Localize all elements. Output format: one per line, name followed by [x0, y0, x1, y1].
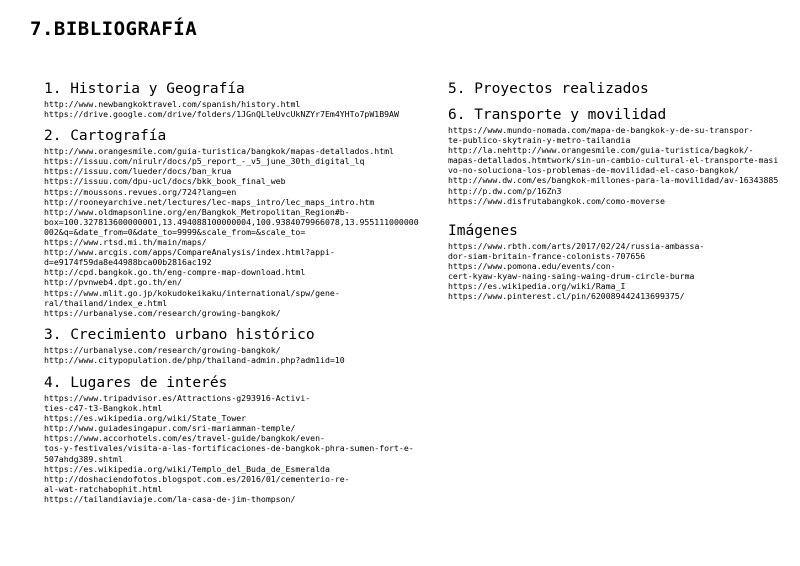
link-text: http://www.citypopulation.de/php/thailand-admin.php?adm1id=10: [44, 354, 345, 365]
bibliography-link[interactable]: [448, 175, 788, 185]
link-text: https://www.disfrutabangkok.com/como-moverse: [448, 195, 665, 206]
bibliography-link[interactable]: [44, 423, 434, 433]
bibliography-link[interactable]: [44, 109, 434, 119]
section-heading: Imágenes: [448, 222, 518, 239]
bibliography-link[interactable]: [44, 146, 434, 156]
bibliography-link[interactable]: [44, 288, 434, 308]
bibliography-link[interactable]: [44, 433, 434, 463]
bibliography-link[interactable]: [44, 494, 434, 504]
link-text: http://www.orangesmile.com/guia-turistica/bangkok/mapas-detallados.html: [44, 146, 394, 157]
section-heading: 3. Crecimiento urbano histórico: [44, 326, 315, 343]
section-heading: 2. Cartografía: [44, 128, 167, 145]
bibliography-link[interactable]: [44, 166, 434, 176]
section-lugares: [44, 374, 434, 504]
link-list: [44, 345, 434, 365]
link-text: https://www.mlit.go.jp/kokudokeikaku/international/spw/gene-: [44, 287, 340, 298]
bibliography-link[interactable]: [448, 261, 788, 281]
link-text: https://urbanalyse.com/research/growing-bangkok/: [44, 307, 281, 318]
link-text: mapas-detallados.htmtwork/sin-un-cambio-cultural-el-transporte-masi: [448, 155, 779, 166]
link-text: http://www.arcgis.com/apps/CompareAnalysis/index.html?appi-: [44, 247, 335, 258]
link-text: https://www.tripadvisor.es/Attractions-g293916-Activi-: [44, 392, 311, 403]
section-imagenes: [448, 222, 788, 302]
bibliography-link[interactable]: [44, 237, 434, 247]
link-text: http://www.guiadesingapur.com/sri-mariamman-temple/: [44, 423, 296, 434]
bibliography-link[interactable]: [448, 241, 788, 261]
link-text: al-wat-ratchabophit.html: [44, 483, 163, 494]
bibliography-link[interactable]: [44, 176, 434, 186]
link-text: https://issuu.com/nirulr/docs/p5_report_-_v5_june_30th_digital_lq: [44, 156, 365, 167]
bibliography-link[interactable]: [448, 291, 788, 301]
bibliography-link[interactable]: [44, 345, 434, 355]
bibliography-link[interactable]: [44, 99, 434, 109]
link-text: dor-siam-britain-france-colonists-707656: [448, 250, 646, 261]
bibliography-link[interactable]: [44, 393, 434, 413]
link-text: http://www.oldmapsonline.org/en/Bangkok_Metropolitan_Region#b-: [44, 206, 350, 217]
link-text: https://www.pinterest.cl/pin/620089442413699375/: [448, 291, 685, 302]
link-text: https://moussons.revues.org/724?lang=en: [44, 186, 237, 197]
link-list: [44, 99, 434, 119]
link-text: http://p.dw.com/p/16Zn3: [448, 185, 562, 196]
link-list: [448, 241, 788, 302]
link-text: d=e9174f59da8e44988bca00b2816ac192: [44, 257, 212, 268]
link-text: https://www.accorhotels.com/es/travel-guide/bangkok/even-: [44, 433, 325, 444]
bibliography-link[interactable]: [44, 277, 434, 287]
link-text: http://www.newbangkoktravel.com/spanish/history.html: [44, 99, 301, 109]
bibliography-link[interactable]: [44, 308, 434, 318]
link-text: https://issuu.com/lueder/docs/ban_krua: [44, 166, 232, 177]
section-heading: 5. Proyectos realizados: [448, 81, 649, 97]
link-text: ral/thailand/index_e.html: [44, 297, 168, 308]
link-text: https://www.rtsd.mi.th/main/maps/: [44, 237, 207, 248]
link-text: https://issuu.com/dpu-ucl/docs/bkk_book_final_web: [44, 176, 286, 187]
link-text: 002&q=&date_from=0&date_to=9999&scale_from=&scale_to=: [44, 226, 306, 237]
link-list: [44, 146, 434, 318]
bibliography-link[interactable]: [44, 474, 434, 494]
section-crecimiento: [44, 326, 434, 365]
link-text: vo-no-soluciona-los-problemas-de-movilidad-el-caso-bangkok/: [448, 165, 739, 176]
link-text: ties-c47-t3-Bangkok.html: [44, 403, 163, 414]
section-heading: 6. Transporte y movilidad: [448, 107, 667, 123]
link-text: https://es.wikipedia.org/wiki/Rama_I: [448, 281, 626, 292]
bibliography-link[interactable]: [448, 186, 788, 196]
bibliography-link[interactable]: [448, 196, 788, 206]
section-proyectos: [448, 80, 788, 98]
section-heading: 4. Lugares de interés: [44, 374, 228, 391]
bibliography-link[interactable]: [448, 281, 788, 291]
section-cartografia: [44, 127, 434, 318]
link-text: tos-y-festivales/visita-a-las-fortificaciones-de-bangkok-phra-sumen-fort-e-: [44, 443, 414, 454]
link-text: https://es.wikipedia.org/wiki/State_Tower: [44, 413, 247, 424]
section-transporte: [448, 106, 788, 206]
link-text: https://www.pomona.edu/events/con-: [448, 260, 616, 271]
bibliography-link[interactable]: [44, 464, 434, 474]
link-text: http://cpd.bangkok.go.th/eng-compre-map-download.html: [44, 267, 306, 278]
bibliography-link[interactable]: [44, 267, 434, 277]
link-text: https://es.wikipedia.org/wiki/Templo_del_Buda_de_Esmeralda: [44, 463, 330, 474]
bibliography-link[interactable]: [448, 145, 788, 175]
left-column: [44, 80, 434, 504]
page-title: 7.BIBLIOGRAFÍA: [30, 18, 198, 40]
link-text: http://doshaciendofotos.blogspot.com.es/2016/01/cementerio-re-: [44, 473, 350, 484]
bibliography-link[interactable]: [44, 156, 434, 166]
bibliography-link[interactable]: [44, 247, 434, 267]
link-text: http://pvnweb4.dpt.go.th/en/: [44, 277, 183, 288]
link-text: https://tailandiaviaje.com/la-casa-de-jim-thompson/: [44, 493, 296, 504]
link-text: 507ahdg389.shtml: [44, 453, 123, 464]
link-list: [44, 393, 434, 504]
link-text: http://la.nehttp://www.orangesmile.com/guia-turistica/bagkok/-: [448, 145, 754, 156]
bibliography-link[interactable]: [448, 125, 788, 145]
section-historia: [44, 80, 434, 119]
bibliography-link[interactable]: [44, 187, 434, 197]
link-text: https://www.mundo-nomada.com/mapa-de-bangkok-y-de-su-transpor-: [448, 125, 754, 135]
link-text: https://urbanalyse.com/research/growing-bangkok/: [44, 344, 281, 355]
link-text: http://www.dw.com/es/bangkok-millones-para-la-movilidad/av-16343885: [448, 175, 779, 186]
bibliography-link[interactable]: [44, 207, 434, 237]
link-text: box=100.327813600000001,13.494088100000004,100.9384079966078,13.955111000000: [44, 216, 419, 227]
link-list: [448, 125, 788, 206]
link-text: te-publico-skytrain-y-metro-tailandia: [448, 135, 631, 146]
link-text: https://www.rbth.com/arts/2017/02/24/russia-ambassa-: [448, 240, 705, 251]
bibliography-link[interactable]: [44, 197, 434, 207]
bibliography-link[interactable]: [44, 355, 434, 365]
link-text: https://drive.google.com/drive/folders/1JGnQLleUvcUkNZYr7Em4YHTo7pW1B9AW: [44, 109, 399, 120]
link-text: cert-kyaw-kyaw-naing-saing-waing-drum-circle-burma: [448, 271, 695, 282]
right-column: [448, 80, 788, 301]
bibliography-link[interactable]: [44, 413, 434, 423]
link-text: http://rooneyarchive.net/lectures/lec-maps_intro/lec_maps_intro.htm: [44, 196, 375, 207]
section-heading: 1. Historia y Geografía: [44, 81, 245, 97]
